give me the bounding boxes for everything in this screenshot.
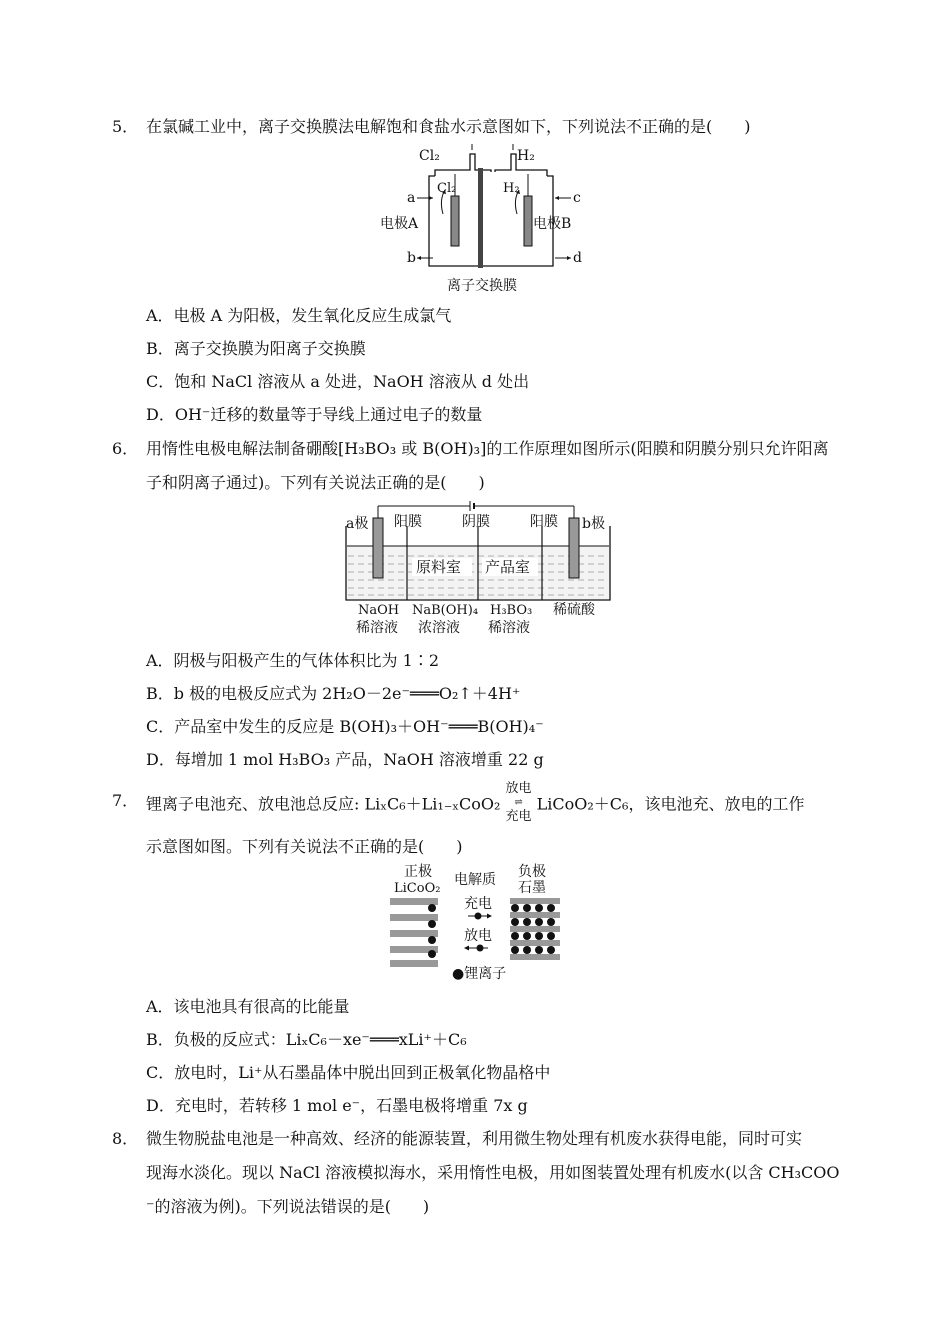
- b-label: b: [407, 250, 416, 266]
- q6-option-b: B．b 极的电极反应式为 2H₂O－2e⁻═══O₂↑＋4H⁺: [146, 684, 521, 703]
- question-8: [112, 1122, 842, 1224]
- question-stem-line1: [146, 781, 842, 826]
- negative-label: 负极: [518, 864, 546, 880]
- h2-in-label: H₂: [503, 181, 520, 196]
- q6-option-c: C．产品室中发生的反应是 B(OH)₃＋OH⁻═══B(OH)₄⁻: [146, 717, 544, 736]
- question-stem-line1: 用惰性电极电解法制备硼酸[H₃BO₃ 或 B(OH)₃]的工作原理如图所示(阳膜和阴膜分别只允许阳离: [146, 439, 829, 458]
- q7-option-d: D．充电时，若转移 1 mol e⁻，石墨电极将增重 7x g: [146, 1096, 528, 1115]
- electrolyte-label: 电解质: [454, 872, 496, 888]
- naoh-label: NaOH: [358, 603, 400, 618]
- h2-out-label: H₂: [517, 148, 535, 164]
- question-stem-line2: 示意图如图。下列有关说法不正确的是( ): [146, 837, 463, 856]
- positive-label: 正极: [404, 864, 432, 880]
- question-5: [112, 110, 842, 144]
- c-label: c: [573, 190, 581, 206]
- electrode-b-rod: [524, 196, 532, 246]
- h3bo3-dilute-label: 稀溶液: [488, 620, 530, 636]
- electrode-a-label: 电极A: [380, 216, 419, 232]
- q7-option-c: C．放电时，Li⁺从石墨晶体中脱出回到正极氧化物晶格中: [146, 1063, 551, 1082]
- q5-option-b: B．离子交换膜为阳离子交换膜: [146, 339, 366, 358]
- cl2-out-label: Cl₂: [419, 148, 440, 164]
- q7-option-b: B．负极的反应式：LiₓC₆－xe⁻═══xLi⁺＋C₆: [146, 1030, 467, 1049]
- reaction-left: 锂离子电池充、放电池总反应: LiₓC₆＋Li₁₋ₓCoO₂: [146, 794, 501, 814]
- a-label: a: [407, 190, 416, 206]
- arrow-bottom-label: 充电: [505, 809, 532, 824]
- q5-option-a: A．电极 A 为阳极，发生氧化反应生成氯气: [146, 306, 452, 325]
- cl2-in-label: Cl₂: [437, 181, 457, 196]
- question-number: 8．: [112, 1129, 139, 1148]
- discharge-label: 放电: [464, 928, 492, 944]
- reversible-arrow: 放电 ⇌ 充电: [505, 781, 532, 824]
- nabo-label: NaB(OH)₄: [412, 603, 479, 618]
- membrane-label: 离子交换膜: [447, 278, 517, 294]
- raw-chamber-label: 原料室: [416, 558, 462, 576]
- electrode-b-label: 电极B: [533, 216, 572, 232]
- nabo-conc-label: 浓溶液: [418, 620, 460, 636]
- naoh-dilute-label: 稀溶液: [356, 620, 398, 636]
- q5-option-c: C．饱和 NaCl 溶液从 a 处进，NaOH 溶液从 d 处出: [146, 372, 530, 391]
- membrane-2-label: 阴膜: [462, 514, 490, 530]
- question-7: [112, 781, 842, 864]
- question-number: 6．: [112, 439, 139, 458]
- sulfuric-acid-label: 稀硫酸: [553, 602, 595, 618]
- question-6: [112, 432, 842, 500]
- q6-option-a: A．阴极与阳极产生的气体体积比为 1∶2: [146, 651, 440, 670]
- d-label: d: [573, 250, 582, 266]
- li-ion-legend: ●锂离子: [452, 966, 507, 982]
- arrow-top-label: 放电: [505, 781, 532, 796]
- a-pole-label: a极: [346, 516, 369, 532]
- membrane-bar: [478, 168, 483, 268]
- b-pole-label: b极: [582, 516, 605, 532]
- question-number: 7．: [112, 791, 139, 810]
- reaction-right: LiCoO₂＋C₆，该电池充、放电的工作: [536, 794, 805, 814]
- q6-option-d: D．每增加 1 mol H₃BO₃ 产品，NaOH 溶液增重 22 g: [146, 750, 544, 769]
- li-ion-diagram: [388, 862, 564, 982]
- charge-label: 充电: [464, 896, 492, 912]
- h3bo3-label: H₃BO₃: [490, 603, 533, 618]
- question-stem-line2: 子和阴离子通过)。下列有关说法正确的是( ): [146, 473, 485, 492]
- q7-option-a: A．该电池具有很高的比能量: [146, 997, 350, 1016]
- chlor-alkali-diagram: [375, 144, 585, 296]
- electrode-a-rod: [451, 196, 459, 246]
- question-stem-line3: ⁻的溶液为例)。下列说法错误的是( ): [146, 1197, 430, 1216]
- question-stem-line1: 微生物脱盐电池是一种高效、经济的能源装置，利用微生物处理有机废水获得电能，同时可实: [146, 1129, 803, 1148]
- question-stem: 在氯碱工业中，离子交换膜法电解饱和食盐水示意图如下，下列说法不正确的是( ): [146, 117, 751, 136]
- boric-acid-diagram: [342, 500, 614, 640]
- q5-option-d: D．OH⁻迁移的数量等于导线上通过电子的数量: [146, 405, 483, 424]
- question-stem-line2: 现海水淡化。现以 NaCl 溶液模拟海水，采用惰性电极，用如图装置处理有机废水(以含 CH₃COO: [146, 1163, 840, 1182]
- licoo2-label: LiCoO₂: [394, 881, 441, 896]
- membrane-3-label: 阳膜: [530, 514, 558, 530]
- membrane-1-label: 阳膜: [394, 514, 422, 530]
- graphite-label: 石墨: [518, 880, 546, 896]
- product-chamber-label: 产品室: [485, 558, 531, 576]
- question-number: 5．: [112, 117, 139, 136]
